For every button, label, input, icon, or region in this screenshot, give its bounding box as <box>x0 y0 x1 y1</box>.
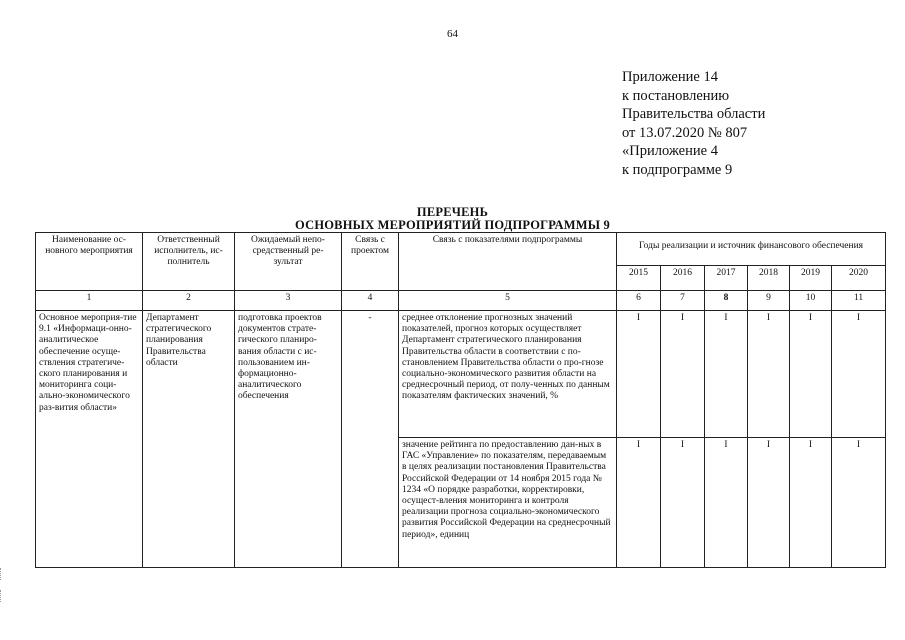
title-line-2: ОСНОВНЫХ МЕРОПРИЯТИЙ ПОДПРОГРАММЫ 9 <box>295 218 610 232</box>
appendix-line: к подпрограмме 9 <box>622 161 733 178</box>
header-indicator-link: Связь с показателями подпрограммы <box>399 233 617 291</box>
indicator-value: I <box>617 311 661 438</box>
indicator-value: I <box>661 438 705 568</box>
year-cell: 2015 <box>617 266 661 291</box>
appendix-line: к постановлению <box>622 87 730 104</box>
header-row <box>36 233 886 266</box>
column-number-row <box>36 291 886 311</box>
title-line-1: ПЕРЕЧЕНЬ <box>416 205 489 219</box>
indicator-value: I <box>705 438 748 568</box>
year-cell: 2020 <box>832 266 886 291</box>
header-name: Наименование ос-новного мероприятия <box>36 233 143 291</box>
header-project-link: Связь с проектом <box>342 233 399 291</box>
indicator-value: I <box>617 438 661 568</box>
appendix-line: от 13.07.2020 № 807 <box>622 124 748 141</box>
column-number: 11 <box>832 291 886 311</box>
year-cell: 2017 <box>705 266 748 291</box>
indicator-value: I <box>748 438 790 568</box>
indicator-text: среднее отклонение прогнозных значений показателей, прогноз которых осуществляет Департамент стратегического планирования Правительства области в соответствии с по-становлением Правительства области о про-гнозе социально-экономического развития области на среднесрочный период, от полу-ченных по данным показателям фактических значений, % <box>399 311 617 438</box>
activity-project-link: - <box>342 311 399 568</box>
activity-name: Основное мероприя-тие 9.1 «Информаци-онно-аналитическое обеспечение осуще-ствления стратегиче-ского планирования и мониторинга соци-ально-экономического раз-вития области» <box>36 311 143 568</box>
column-number: 3 <box>235 291 342 311</box>
indicator-value: I <box>790 438 832 568</box>
column-number: 2 <box>143 291 235 311</box>
column-number: 7 <box>661 291 705 311</box>
appendix-line: «Приложение 4 <box>622 143 718 159</box>
scan-edge-mark <box>0 568 5 580</box>
document-title <box>0 206 905 232</box>
column-number: 8 <box>705 291 748 311</box>
indicator-value: I <box>832 311 886 438</box>
indicator-text: значение рейтинга по предоставлению дан-ных в ГАС «Управление» по показателям, передаваемым в целях реализации постановления Правительства Российской Федерации от 14 ноября 2015 года № 1234 «О порядке разработки, корректировки, осущест-вления мониторинга и контроля реализации прогноза социально-экономического развития Российской Федерации на среднесрочный период», единиц <box>399 438 617 568</box>
header-result: Ожидаемый непо-средственный ре-зультат <box>235 233 342 291</box>
indicator-value: I <box>705 311 748 438</box>
header-executor: Ответственный исполнитель, ис-полнитель <box>143 233 235 291</box>
indicator-value: I <box>790 311 832 438</box>
indicator-value: I <box>832 438 886 568</box>
column-number: 5 <box>399 291 617 311</box>
column-number: 1 <box>36 291 143 311</box>
year-cell: 2019 <box>790 266 832 291</box>
year-cell: 2016 <box>661 266 705 291</box>
table-row <box>36 311 886 438</box>
indicator-value: I <box>661 311 705 438</box>
activity-executor: Департамент стратегического планирования Правительства области <box>143 311 235 568</box>
year-cell: 2018 <box>748 266 790 291</box>
header-years-group: Годы реализации и источник финансового обеспечения <box>617 233 886 266</box>
column-number: 9 <box>748 291 790 311</box>
column-number: 4 <box>342 291 399 311</box>
indicator-value: I <box>748 311 790 438</box>
activity-result: подготовка проектов документов страте-гического планиро-вания области с ис-пользованием ин-формационно-аналитического обеспечения <box>235 311 342 568</box>
page-number: 64 <box>447 28 458 40</box>
appendix-line: Правительства области <box>622 106 766 122</box>
column-number: 10 <box>790 291 832 311</box>
appendix-block <box>622 68 765 179</box>
scan-edge-mark <box>0 590 5 602</box>
appendix-line: Приложение 14 <box>622 69 718 85</box>
column-number: 6 <box>617 291 661 311</box>
activities-table <box>35 232 886 568</box>
